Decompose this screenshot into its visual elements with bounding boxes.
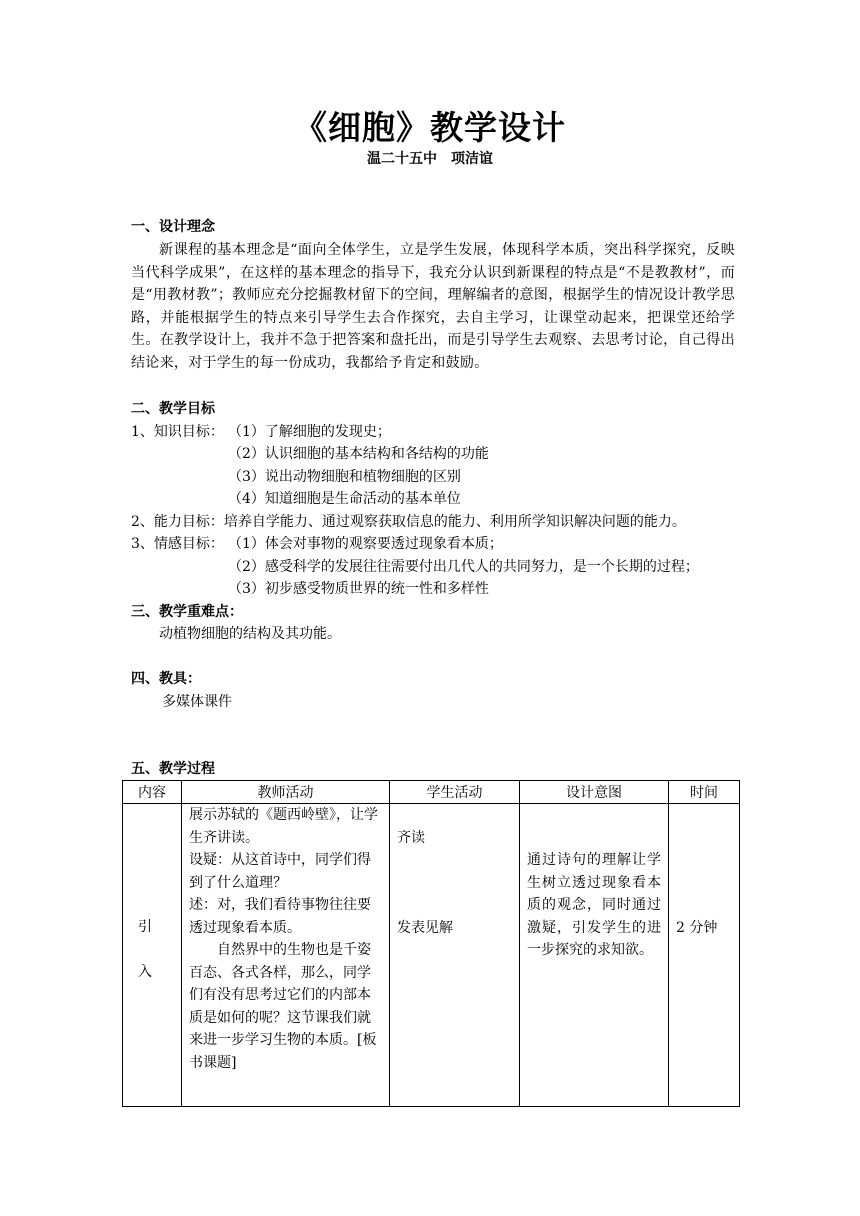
document-title: 《细胞》教学设计 (294, 108, 566, 147)
teaching-process-table (122, 780, 740, 1107)
emotion-goal-3: （3）初步感受物质世界的统一性和多样性 (228, 581, 489, 597)
section-heading-philosophy: 一、设计理念 (131, 219, 215, 235)
student-activity-2: 发表见解 (397, 920, 453, 936)
student-activity-1: 齐读 (397, 830, 425, 846)
teacher-activity-cell (182, 804, 390, 1107)
content-char-1: 引 (138, 919, 152, 935)
column-header-teacher: 教师活动 (182, 781, 390, 804)
table-header-row (123, 781, 740, 804)
keypoints-text: 动植物细胞的结构及其功能。 (159, 626, 341, 642)
materials-text: 多媒体课件 (162, 694, 232, 710)
emotion-goal-2: （2）感受科学的发展往往需要付出几代人的共同努力，是一个长期的过程； (228, 559, 699, 575)
emotion-goal-label: 3、情感目标： (131, 536, 224, 552)
philosophy-paragraph: 新课程的基本理念是“面向全体学生，立是学生发展，体现科学本质，突出科学探究，反映当代科学成果”，在这样的基本理念的指导下，我充分认识到新课程的特点是“不是教教材”，而是“用教材教”；教师应充分挖掘教材留下的空间，理解编者的意图，根据学生的情况设计教学思路，并能根据学生的特点来引导学生去合作探究，去自主学习，让课堂动起来，把课堂还给学生。在教学设计上，我并不急于把答案和盘托出，而是引导学生去观察、去思考讨论，自己得出结论来，对于学生的每一份成功，我都给予肯定和鼓励。 (131, 242, 735, 371)
content-char-2: 入 (138, 964, 152, 980)
table-row (123, 804, 740, 1107)
knowledge-goal-1: （1）了解细胞的发现史； (228, 424, 391, 440)
teacher-step-2: 设疑：从这首诗中，同学们得到了什么道理？ (189, 852, 371, 891)
ability-goal: 2、能力目标：培养自学能力、通过观察获取信息的能力、利用所学知识解决问题的能力。 (131, 514, 686, 530)
column-header-content: 内容 (123, 781, 182, 804)
column-header-time: 时间 (669, 781, 740, 804)
teacher-step-3: 述：对，我们看待事物往往要透过现象看本质。 (189, 897, 371, 936)
section-heading-goals: 二、教学目标 (131, 401, 215, 417)
emotion-goal-1: （1）体会对事物的观察要透过现象看本质； (228, 536, 503, 552)
knowledge-goal-label: 1、知识目标： (131, 424, 224, 440)
knowledge-goal-4: （4）知道细胞是生命活动的基本单位 (228, 491, 461, 507)
knowledge-goal-2: （2）认识细胞的基本结构和各结构的功能 (228, 446, 489, 462)
author-line: 温二十五中 项洁谊 (367, 151, 493, 167)
design-intent: 通过诗句的理解让学生树立透过现象看本质的观念，同时通过激疑，引发学生的进一步探究的求知欲。 (527, 852, 661, 958)
duration: 2 分钟 (676, 920, 718, 936)
knowledge-goal-3: （3）说出动物细胞和植物细胞的区别 (228, 469, 461, 485)
section-heading-materials: 四、教具： (131, 671, 201, 687)
section-heading-keypoints: 三、教学重难点： (131, 604, 243, 620)
column-header-student: 学生活动 (390, 781, 520, 804)
section-heading-process: 五、教学过程 (131, 761, 215, 777)
column-header-intent: 设计意图 (520, 781, 669, 804)
teacher-step-4: 自然界中的生物也是千姿百态、各式各样，那么，同学们有没有思考过它们的内部本质是如何的呢？这节课我们就来进一步学习生物的本质。[板书课题] (189, 942, 377, 1071)
teacher-step-1: 展示苏轼的《题西岭壁》，让学生齐讲读。 (189, 807, 378, 846)
